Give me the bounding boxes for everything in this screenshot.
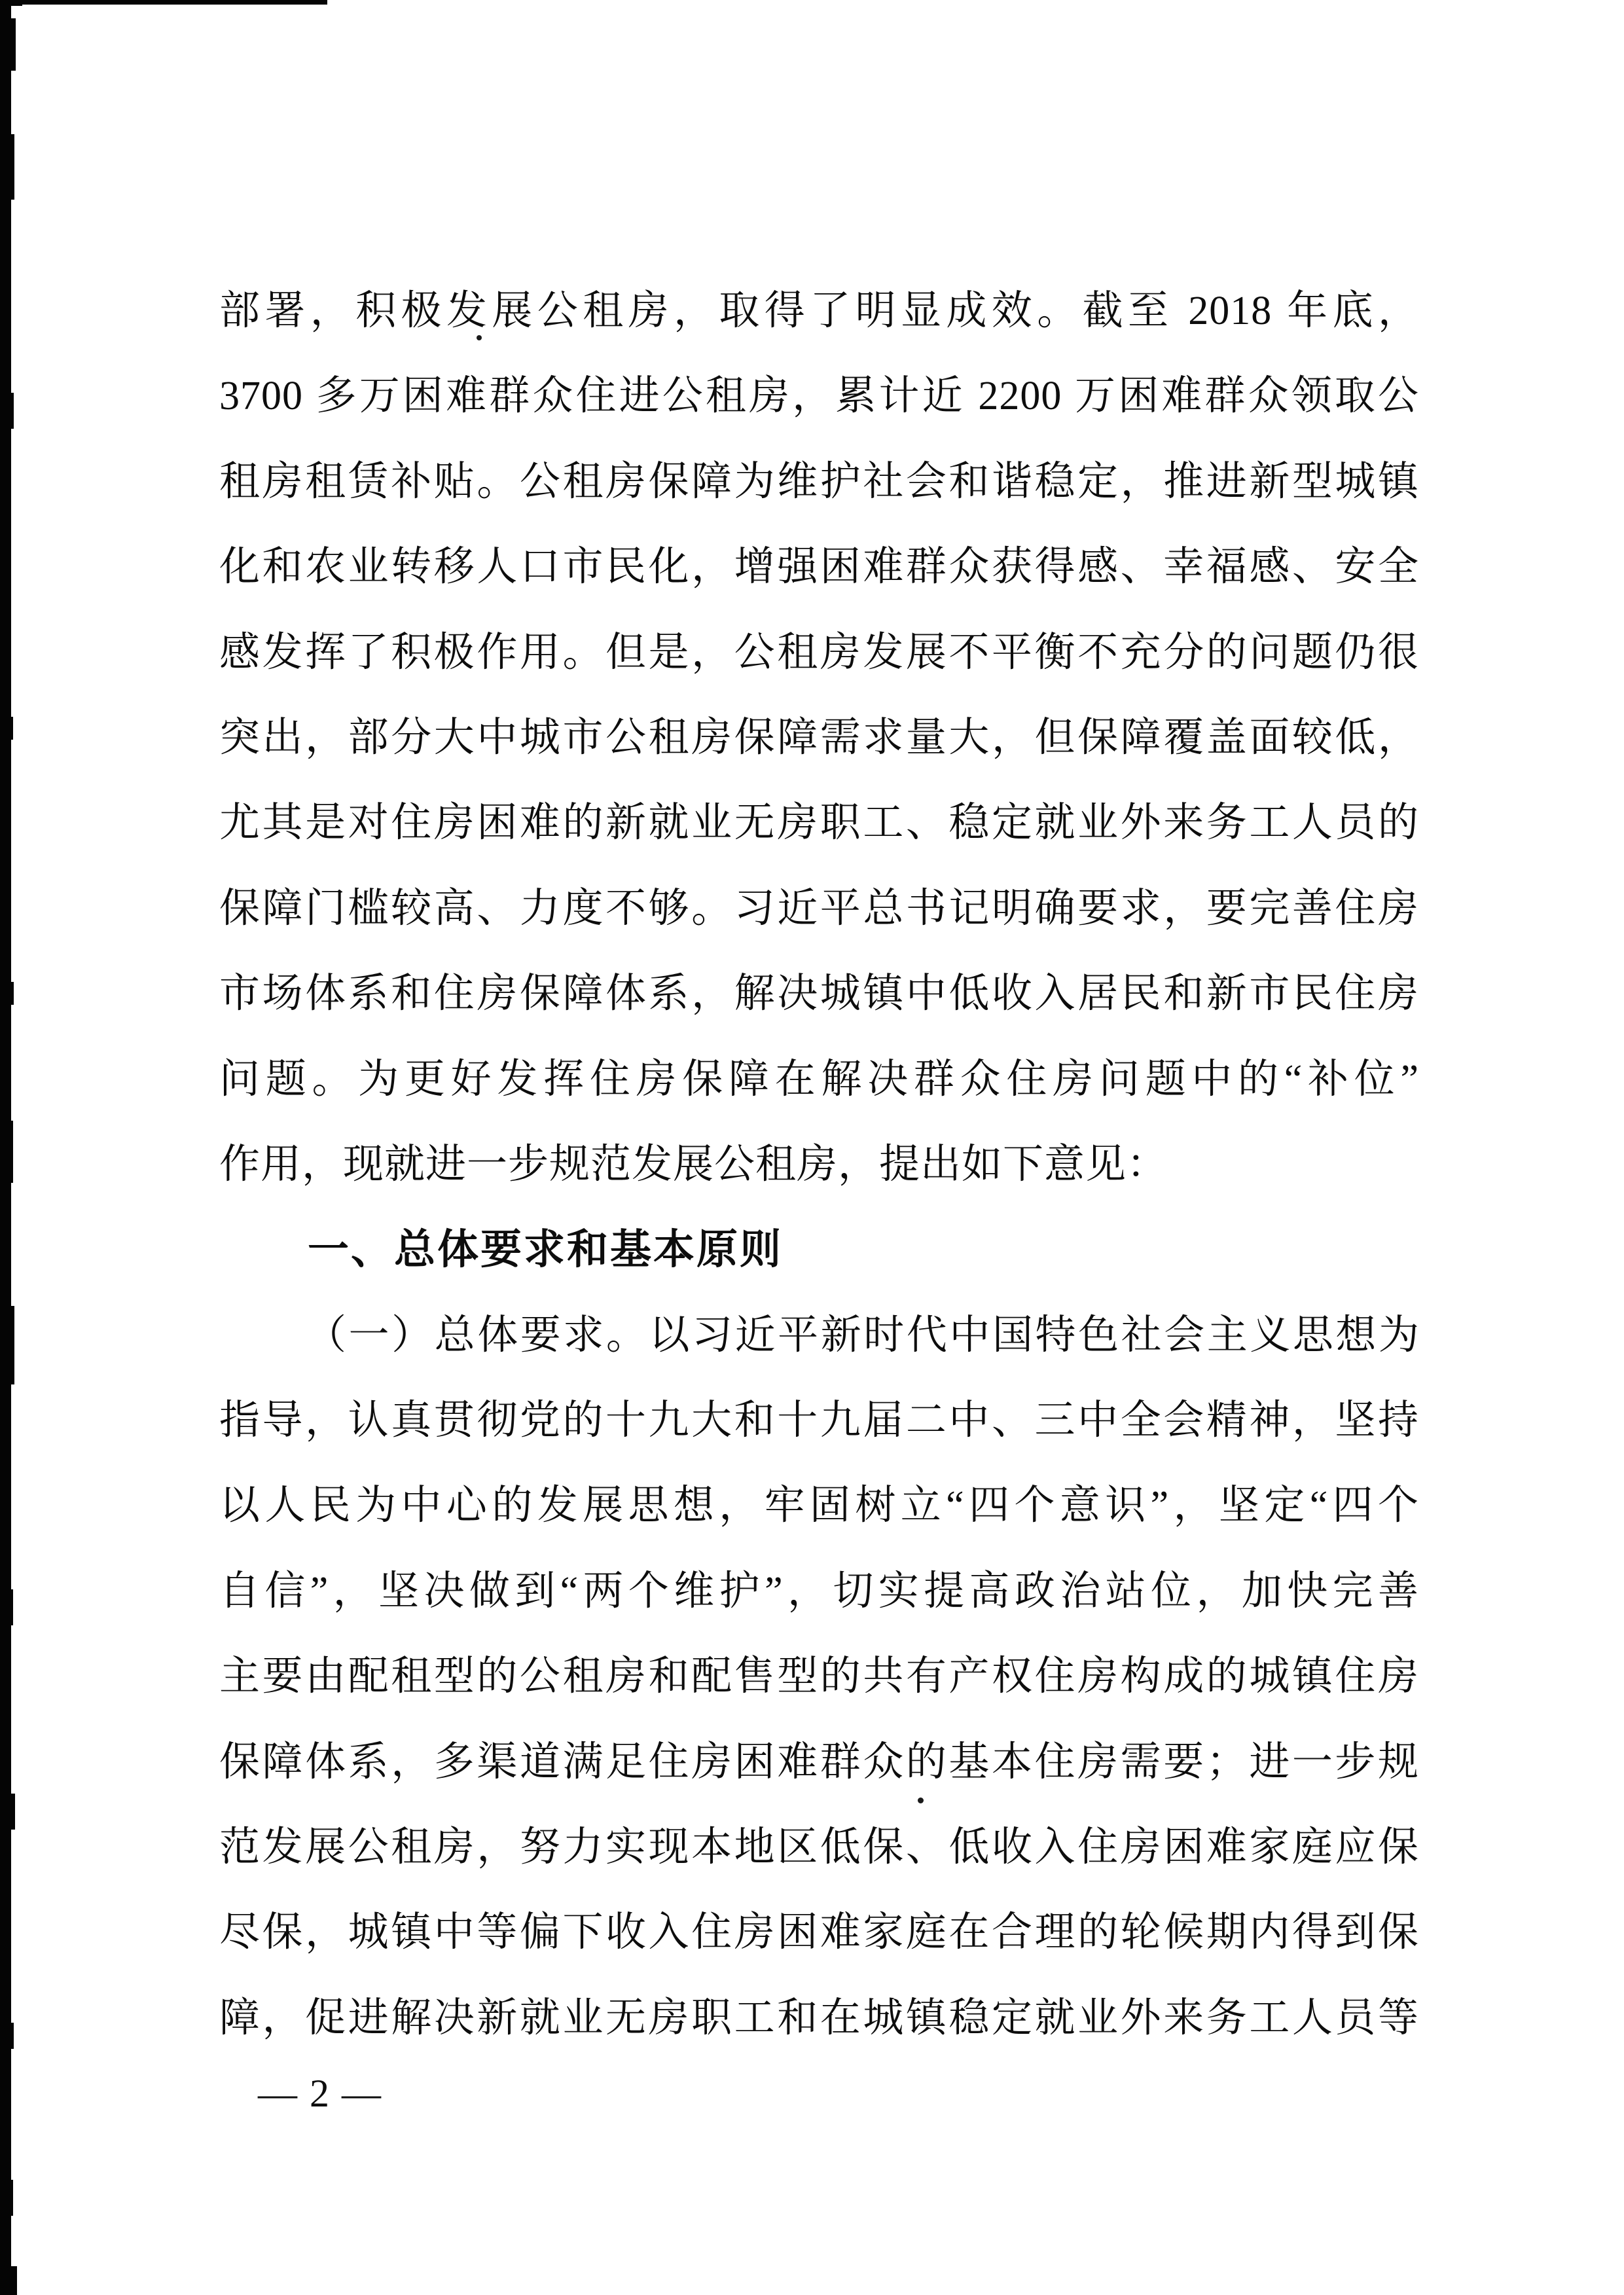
text-line: 自信”，坚决做到“两个维护”，切实提高政治站位，加快完善 <box>219 1569 1419 1614</box>
text-line: 问题。为更好发挥住房保障在解决群众住房问题中的“补位” <box>219 1057 1419 1102</box>
scan-nub <box>0 1306 14 1384</box>
page-number: — 2 — <box>258 2072 382 2115</box>
text-line: 障，促进解决新就业无房职工和在城镇稳定就业外来务工人员等 <box>219 1996 1419 2040</box>
text-line: 突出，部分大中城市公租房保障需求量大，但保障覆盖面较低， <box>219 715 1419 760</box>
text-line: 租房租赁补贴。公租房保障为维护社会和谐稳定，推进新型城镇 <box>219 460 1419 504</box>
scan-nub <box>0 982 14 1005</box>
text-line: 保障门槛较高、力度不够。习近平总书记明确要求，要完善住房 <box>219 886 1419 931</box>
top-edge-scan-bar <box>12 0 327 5</box>
scan-nub <box>0 1121 13 1183</box>
text-line: 范发展公租房，努力实现本地区低保、低收入住房困难家庭应保 <box>219 1825 1419 1870</box>
scan-nub <box>0 1589 13 1625</box>
scan-nub <box>0 2023 14 2049</box>
scan-nub <box>0 393 14 429</box>
scan-nub <box>0 2266 17 2295</box>
text-line: 感发挥了积极作用。但是，公租房发展不平衡不充分的问题仍很 <box>219 630 1419 675</box>
text-line: 3700 多万困难群众住进公租房，累计近 2200 万困难群众领取公 <box>219 374 1419 418</box>
text-line: 化和农业转移人口市民化，增强困难群众获得感、幸福感、安全 <box>219 545 1419 589</box>
scan-nub <box>0 1794 15 1830</box>
corner-scan-mark <box>0 0 22 6</box>
text-line: （一）总体要求。以习近平新时代中国特色社会主义思想为 <box>306 1313 1419 1358</box>
text-line: 保障体系，多渠道满足住房困难群众的基本住房需要；进一步规 <box>219 1740 1419 1784</box>
text-line: 主要由配租型的公租房和配售型的共有产权住房构成的城镇住房 <box>219 1654 1419 1699</box>
scan-nub <box>0 18 16 71</box>
text-line: 尤其是对住房困难的新就业无房职工、稳定就业外来务工人员的 <box>219 801 1419 845</box>
scan-nub <box>0 134 14 200</box>
text-line: 部署，积极发展公租房，取得了明显成效。截至 2018 年底， <box>219 289 1419 333</box>
text-line: 市场体系和住房保障体系，解决城镇中低收入居民和新市民住房 <box>219 971 1419 1016</box>
scan-nub <box>0 2180 13 2216</box>
text-line: 以人民为中心的发展思想，牢固树立“四个意识”，坚定“四个 <box>219 1483 1419 1528</box>
scan-nub <box>0 717 13 740</box>
text-line: 指导，认真贯彻党的十九大和十九届二中、三中全会精神，坚持 <box>219 1398 1419 1443</box>
text-line: 作用，现就进一步规范发展公租房，提出如下意见： <box>219 1142 1168 1187</box>
text-line: 尽保，城镇中等偏下收入住房困难家庭在合理的轮候期内得到保 <box>219 1910 1419 1955</box>
section-heading: 一、总体要求和基本原则 <box>308 1227 783 1273</box>
